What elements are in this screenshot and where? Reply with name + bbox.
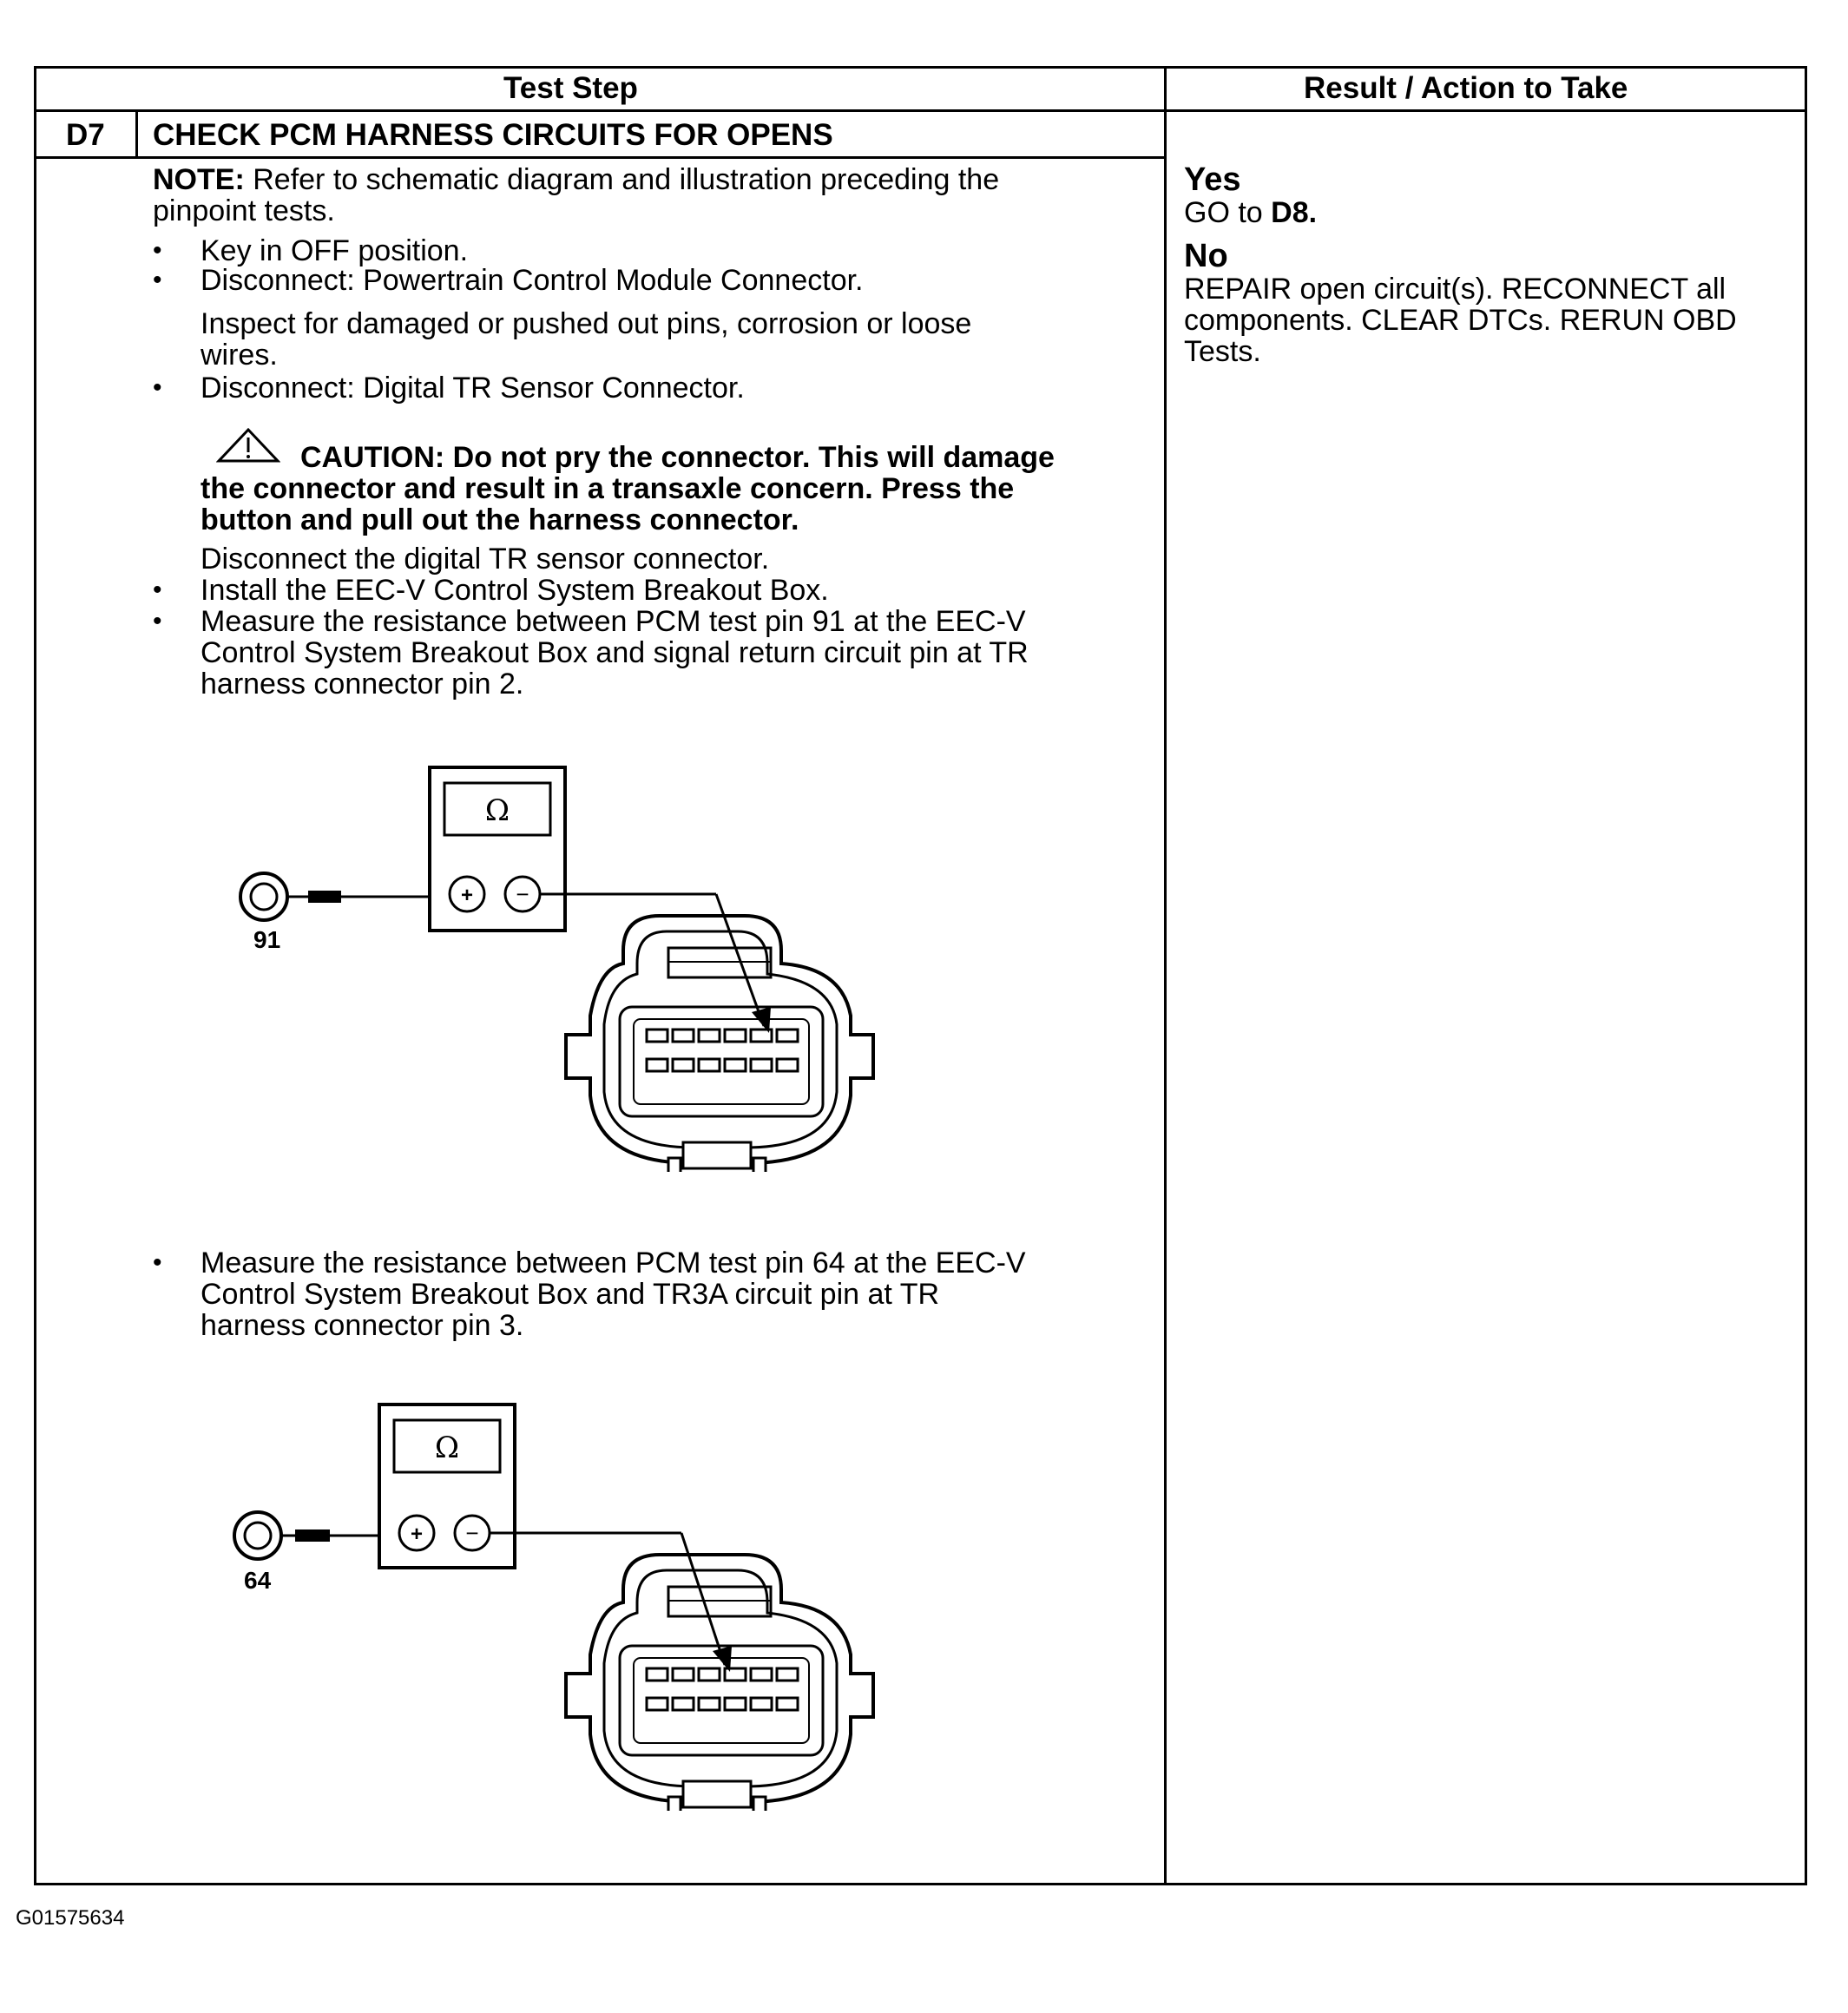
- caution-line-3: button and pull out the harness connector.: [201, 503, 799, 536]
- bullet-measure-91-line-1: Measure the resistance between PCM test pin 91 at the EEC-V: [201, 605, 1026, 638]
- ohm-symbol: Ω: [434, 1431, 460, 1465]
- bullet-marker: •: [153, 266, 162, 294]
- warning-triangle-icon: [216, 427, 280, 464]
- note-line-2: pinpoint tests.: [153, 194, 335, 227]
- note-label: NOTE:: [153, 163, 245, 196]
- bullet-marker: •: [153, 576, 162, 604]
- bullet-disconnect-tr: Disconnect: Digital TR Sensor Connector.: [201, 372, 745, 405]
- ohmmeter-diagram-pin-64: [221, 1394, 924, 1811]
- result-no-line-3: Tests.: [1184, 335, 1261, 368]
- bullet-measure-64-line-1: Measure the resistance between PCM test pin 64 at the EEC-V: [201, 1247, 1026, 1280]
- bullet-marker: •: [153, 236, 162, 265]
- bullet-measure-64-line-2: Control System Breakout Box and TR3A circuit pin at TR: [201, 1278, 940, 1311]
- caution-line-2: the connector and result in a transaxle concern. Press the: [201, 472, 1015, 505]
- bullet-marker: •: [153, 373, 162, 402]
- step-id: D7: [66, 118, 105, 152]
- ohmmeter-diagram-pin-91: [226, 755, 929, 1172]
- figure-id: G01575634: [16, 1906, 125, 1930]
- plus-terminal: +: [460, 884, 474, 907]
- header-divider: [34, 109, 1807, 112]
- pin-label: 64: [244, 1567, 272, 1594]
- note-text: Refer to schematic diagram and illustration preceding the: [253, 163, 1000, 196]
- inspect-line-2: wires.: [201, 339, 278, 372]
- result-yes-target: D8.: [1271, 196, 1318, 229]
- bullet-disconnect-pcm: Disconnect: Powertrain Control Module Connector.: [201, 264, 864, 297]
- result-yes-prefix: GO to: [1184, 196, 1272, 229]
- result-no-line-2: components. CLEAR DTCs. RERUN OBD: [1184, 304, 1737, 337]
- column-divider: [1164, 66, 1167, 1885]
- bullet-marker: •: [153, 1248, 162, 1277]
- inspect-line-1: Inspect for damaged or pushed out pins, corrosion or loose: [201, 307, 972, 340]
- minus-terminal: −: [516, 881, 529, 907]
- step-title-divider: [34, 156, 1167, 159]
- result-yes-action: [1184, 198, 1317, 227]
- minus-terminal: −: [465, 1520, 479, 1546]
- bullet-key-off: Key in OFF position.: [201, 234, 469, 267]
- caution-line-1: CAUTION: Do not pry the connector. This will damage: [300, 441, 1055, 474]
- note-line-1: [153, 165, 999, 194]
- header-result-action: Result / Action to Take: [1304, 71, 1628, 105]
- bullet-measure-91-line-3: harness connector pin 2.: [201, 668, 524, 701]
- step-id-divider: [135, 109, 138, 157]
- ohm-symbol: Ω: [484, 793, 510, 828]
- bullet-measure-91-line-2: Control System Breakout Box and signal return circuit pin at TR: [201, 636, 1029, 669]
- result-yes-label: Yes: [1184, 161, 1241, 198]
- pin-label: 91: [253, 926, 281, 953]
- disconnect-sensor-text: Disconnect the digital TR sensor connector.: [201, 543, 770, 576]
- plus-terminal: +: [410, 1523, 424, 1546]
- bullet-marker: •: [153, 607, 162, 635]
- result-no-label: No: [1184, 238, 1228, 274]
- step-title: CHECK PCM HARNESS CIRCUITS FOR OPENS: [153, 118, 833, 152]
- header-test-step: Test Step: [503, 71, 638, 105]
- result-no-line-1: REPAIR open circuit(s). RECONNECT all: [1184, 273, 1726, 306]
- bullet-install-breakout: Install the EEC-V Control System Breakout Box.: [201, 574, 829, 607]
- bullet-measure-64-line-3: harness connector pin 3.: [201, 1309, 524, 1342]
